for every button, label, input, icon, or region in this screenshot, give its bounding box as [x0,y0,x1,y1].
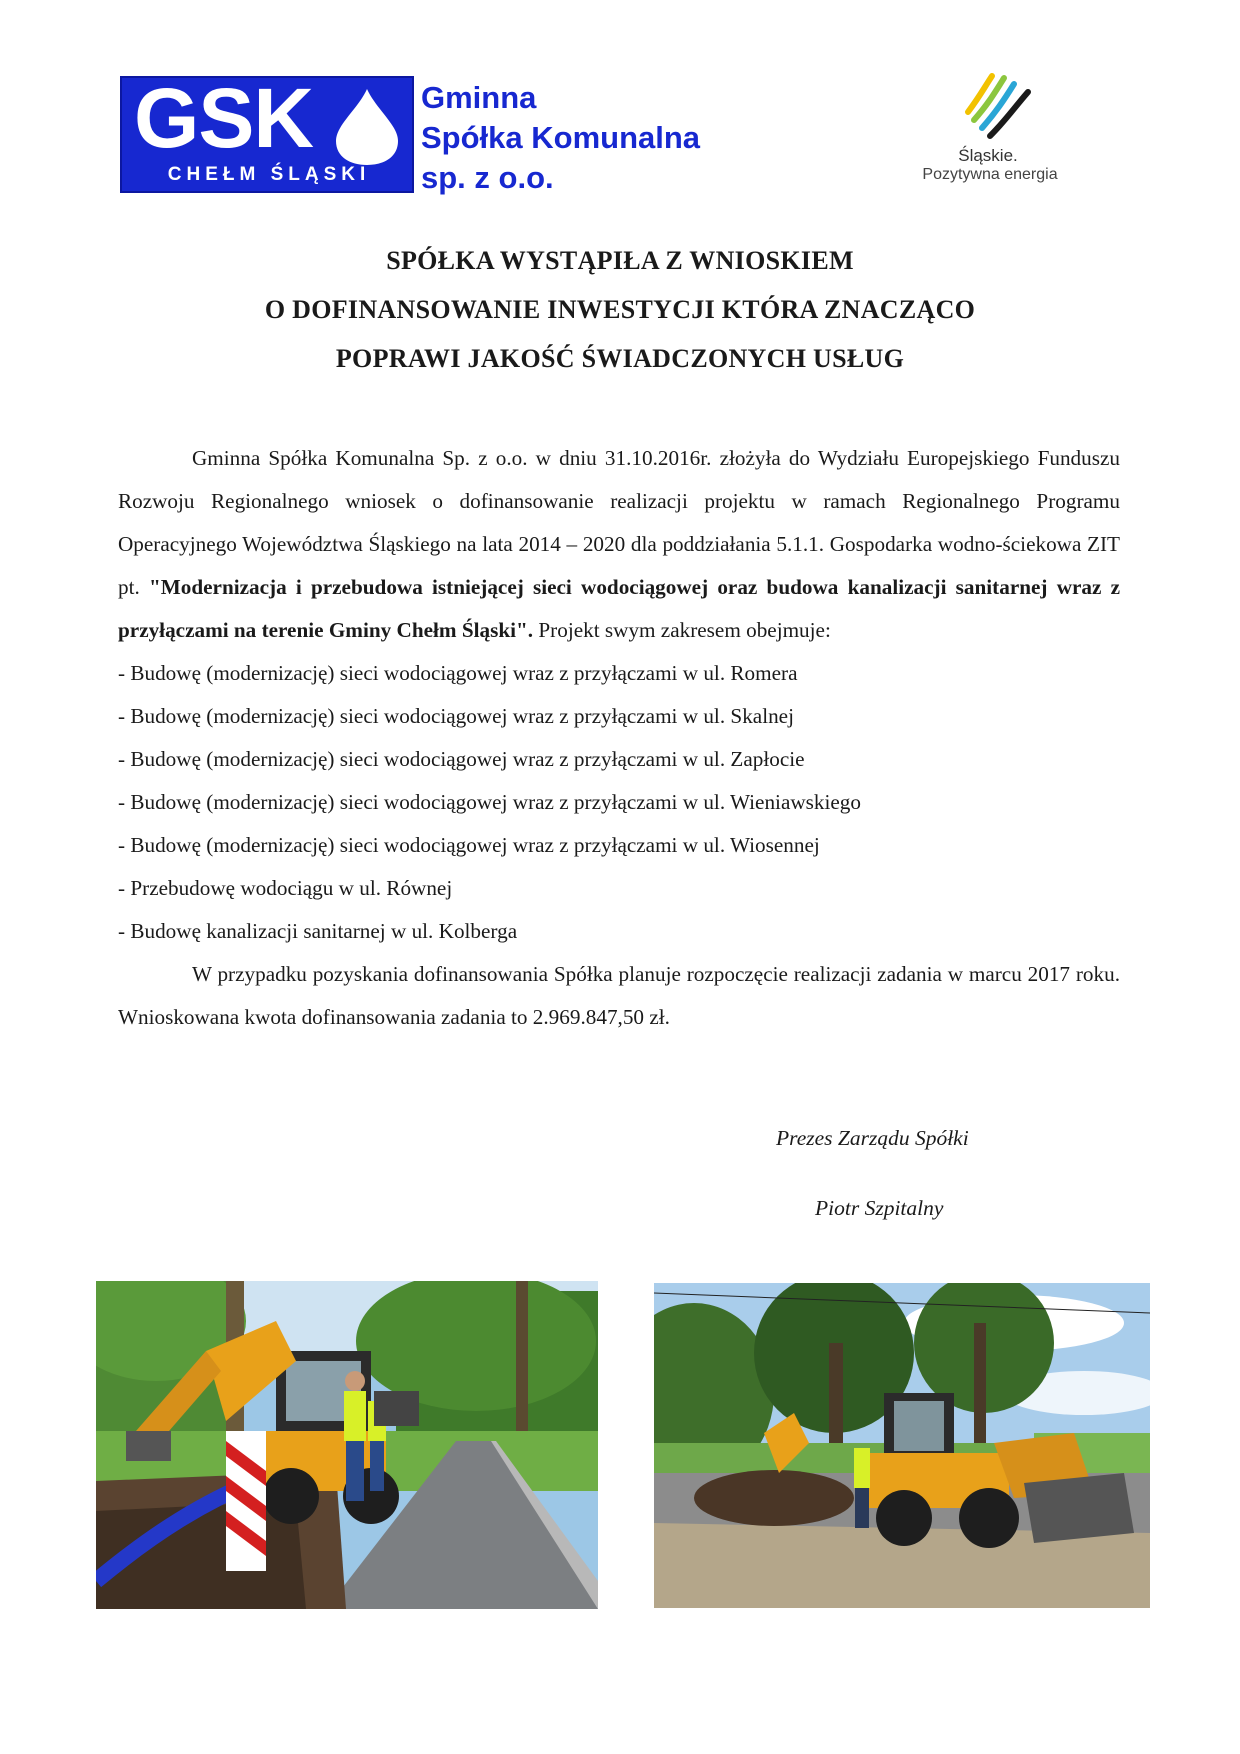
scope-item: - Budowę (modernizację) sieci wodociągowej wraz z przyłączami w ul. Zapłocie [118,747,805,771]
company-name-line: sp. z o.o. [421,160,554,195]
construction-photo-road [96,1281,598,1609]
scope-item: - Budowę (modernizację) sieci wodociągowej wraz z przyłączami w ul. Skalnej [118,704,794,728]
scope-item: - Budowę (modernizację) sieci wodociągowej wraz z przyłączami w ul. Romera [118,661,798,685]
slaskie-wave-logo-icon [962,66,1034,140]
construction-photo-crossroads [654,1283,1150,1608]
water-drop-icon [332,87,402,167]
company-name-line: Gminna [421,80,537,115]
project-title: "Modernizacja i przebudowa istniejącej sieci wodociągowej oraz budowa kanalizacji sanitarnej wraz z przyłączami na terenie Gminy Chełm Śląski". [118,575,1121,642]
scope-list [118,652,1120,953]
company-name [421,78,700,198]
scope-item: - Budowę (modernizację) sieci wodociągowej wraz z przyłączami w ul. Wiosennej [118,833,820,857]
title-line: SPÓŁKA WYSTĄPIŁA Z WNIOSKIEM [386,246,854,275]
title-line: O DOFINANSOWANIE INWESTYCJI KTÓRA ZNACZĄCO [264,295,976,324]
scope-item: - Przebudowę wodociągu w ul. Równej [118,876,453,900]
signature-role: Prezes Zarządu Spółki [776,1126,969,1150]
document-body [118,437,1120,1039]
signature-name: Piotr Szpitalny [815,1196,944,1220]
document-title [118,236,1122,383]
scope-item: - Budowę kanalizacji sanitarnej w ul. Kolberga [118,919,518,943]
gsk-logo-city: CHEŁM ŚLĄSKI [167,164,371,185]
title-line: POPRAWI JAKOŚĆ ŚWIADCZONYCH USŁUG [335,344,905,373]
intro-text: Gminna Spółka Komunalna Sp. z o.o. w dniu 31.10.2016r. złożyła do Wydziału Europejskiego Funduszu Rozwoju Regionalnego wniosek o dofinansowanie realizacji projektu w ramach Regionalnego Programu Operacyjnego Województwa Śląskiego na lata 2014 – 2020 dla poddziałania 5.1.1. Gospodarka wodno-ściekowa ZIT pt. [118,446,1120,599]
intro-tail: Projekt swym zakresem obejmuje: [533,618,831,642]
gsk-logo [120,71,414,193]
slaskie-logo-name: Śląskie. [958,146,1018,165]
company-name-line: Spółka Komunalna [421,120,701,155]
slaskie-logo-tagline: Pozytywna energia [922,166,1058,183]
intro-paragraph [118,437,1120,652]
closing-paragraph: W przypadku pozyskania dofinansowania Spółka planuje rozpoczęcie realizacji zadania w marcu 2017 roku. Wnioskowana kwota dofinansowania zadania to 2.969.847,50 zł. [118,962,1120,1029]
scope-item: - Budowę (modernizację) sieci wodociągowej wraz z przyłączami w ul. Wieniawskiego [118,790,861,814]
gsk-logo-letters: GSK [134,71,314,165]
